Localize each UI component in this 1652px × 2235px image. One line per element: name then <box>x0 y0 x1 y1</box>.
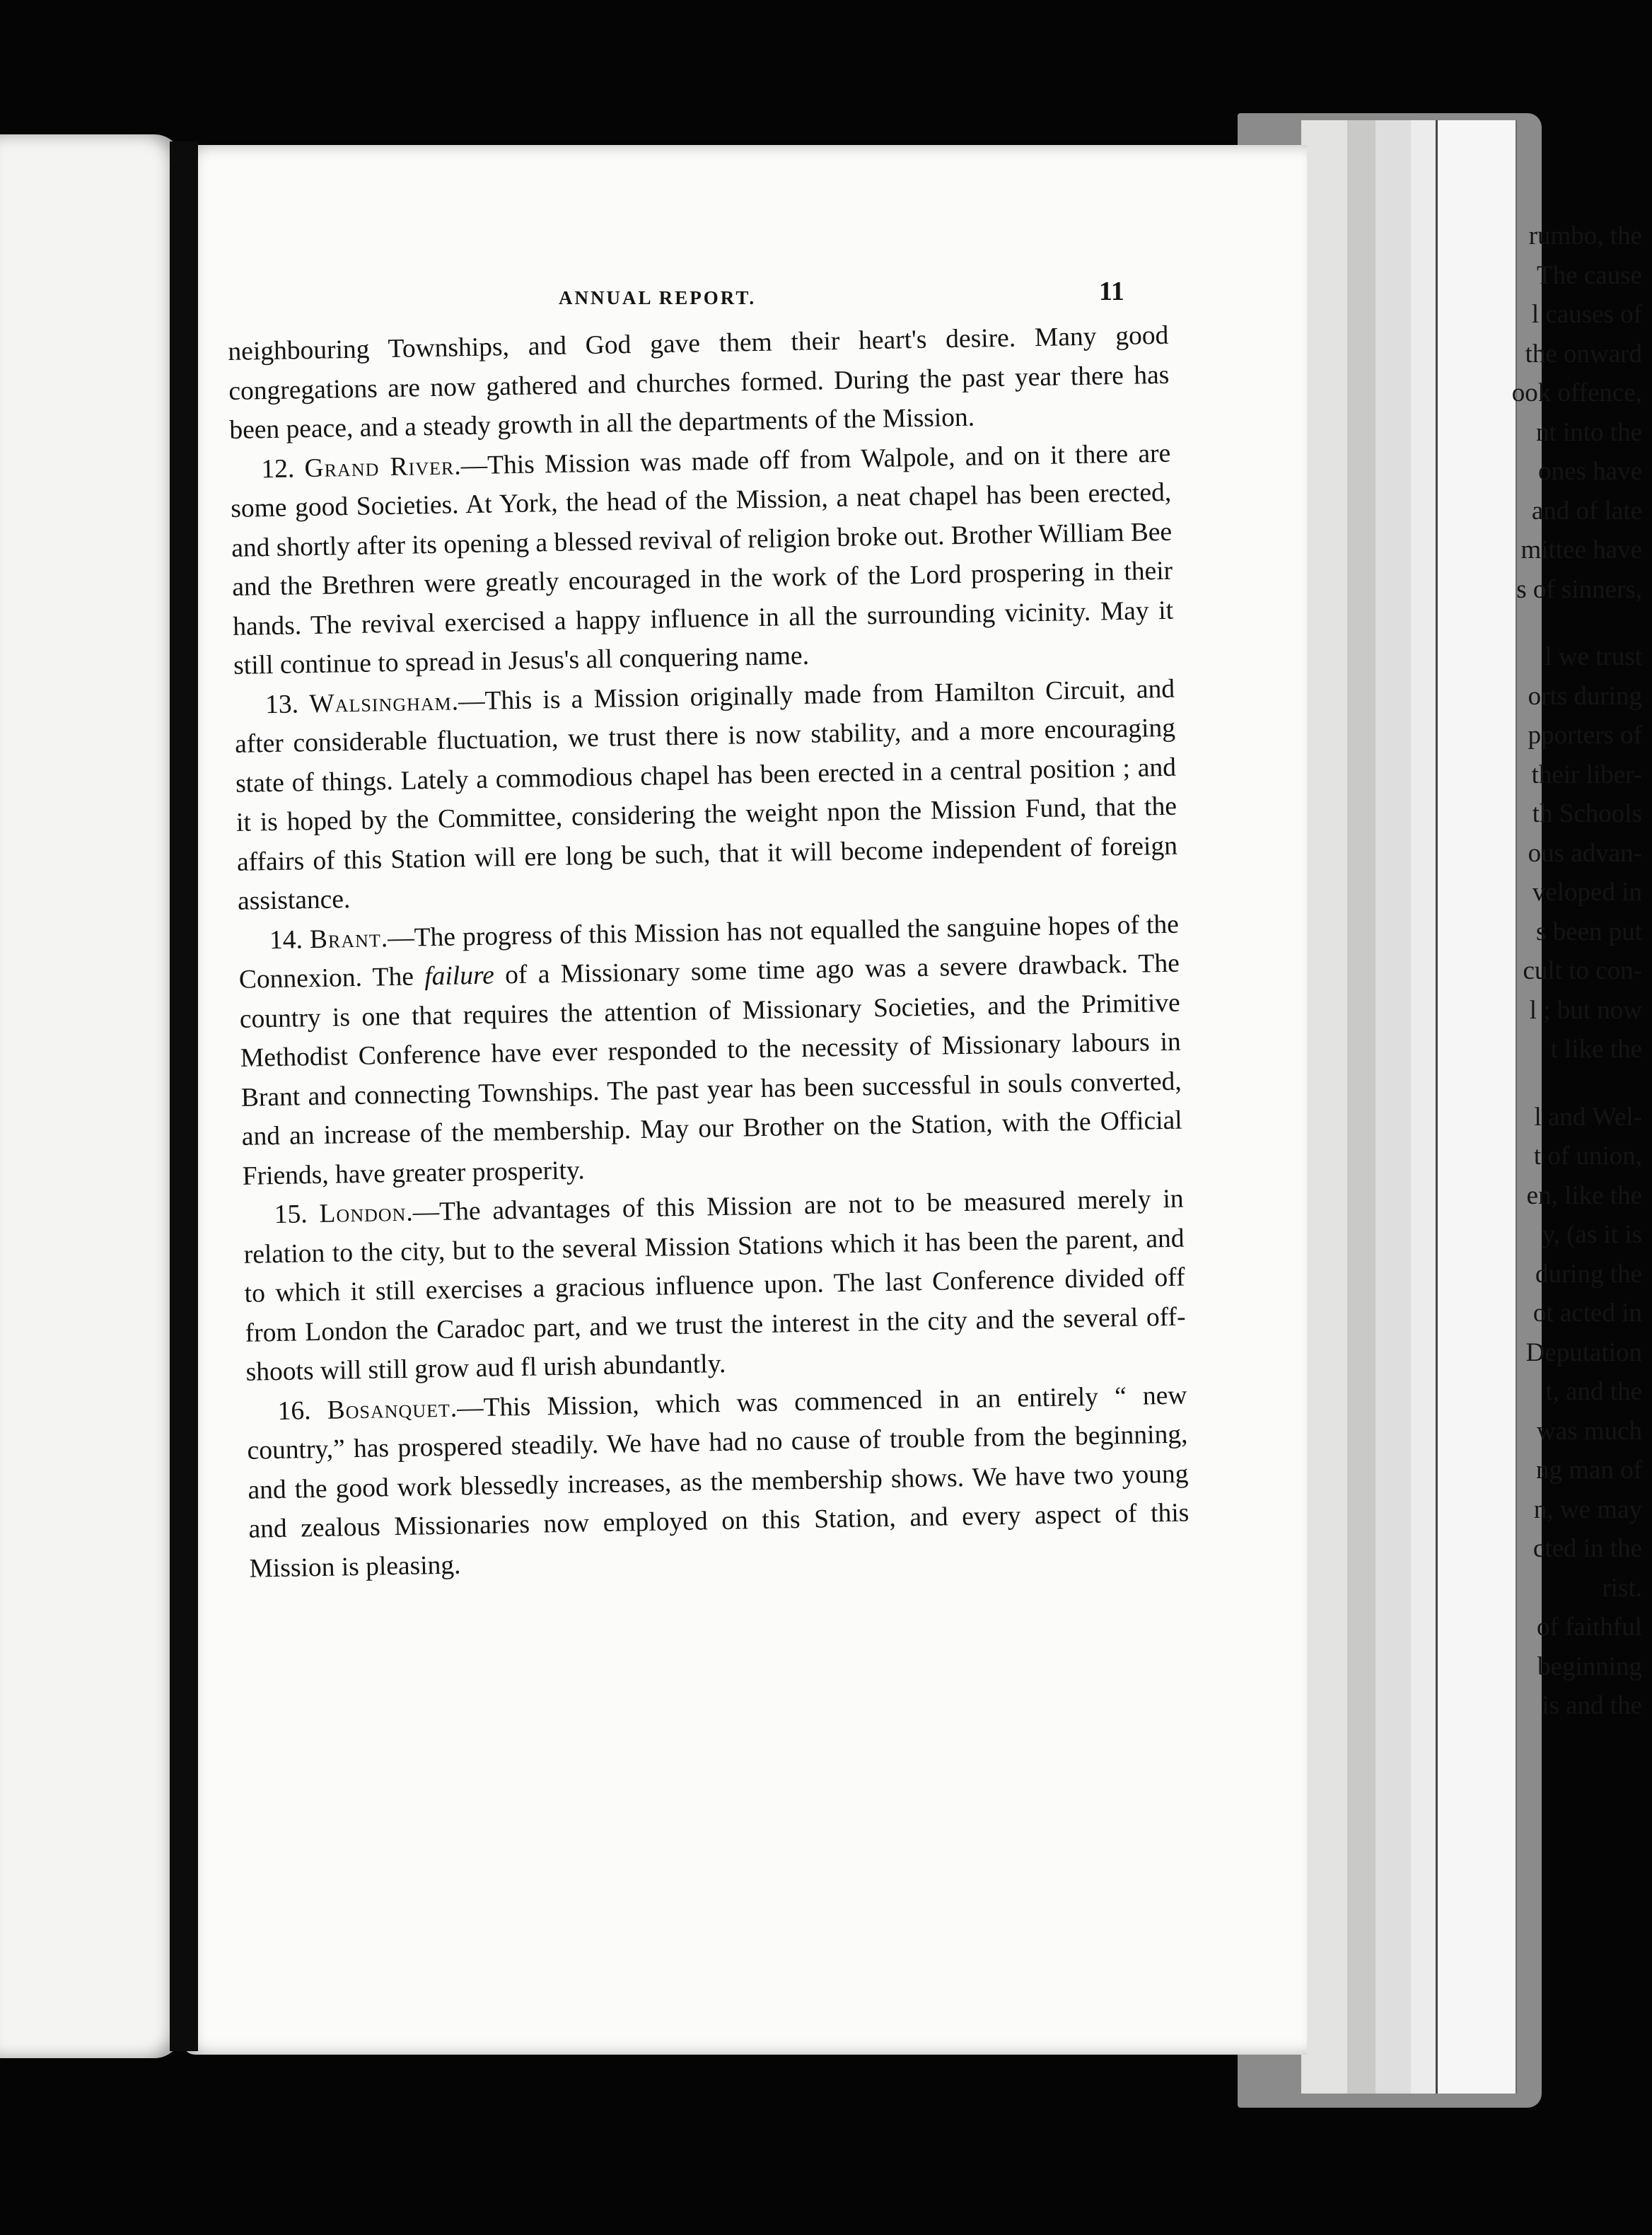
page-number: 11 <box>1099 277 1124 306</box>
paragraph-text: neighbouring Townships, and God gave them their heart's desire. Many good congregations are now gathered and churches formed. During the past year there has been peace, and a steady growth in all the departments of the Mission. <box>228 320 1170 445</box>
paragraph <box>228 316 1170 451</box>
left-page-line: and of late <box>1531 496 1642 526</box>
left-page-line: beginning <box>1537 1651 1642 1681</box>
page-body <box>228 316 1190 1589</box>
left-page-line: their liber- <box>1531 760 1642 789</box>
left-page-line: t like the <box>1550 1035 1642 1064</box>
left-page-line: of faithful <box>1537 1613 1642 1642</box>
section-number: 13. <box>264 689 310 719</box>
left-page-line: ng man of <box>1535 1456 1642 1485</box>
left-page-line: t of union, <box>1533 1142 1642 1171</box>
paragraph-text: of a Missionary some time ago was a severe drawback. The country is one that requires the attention of Missionary Societies, and the Primitive Methodist Conference have ever responded to the necessity of Missionary labours in Brant and connecting Townships. The past year has been successful in souls converted, and an increase of the membership. May our Brother on the Station, with the Official Friends, have greater prosperity. <box>239 948 1183 1191</box>
left-page-line: was much <box>1537 1416 1642 1446</box>
paragraph <box>238 905 1184 1196</box>
paragraph <box>230 434 1175 685</box>
left-page-line <box>1472 609 1642 637</box>
paragraph-text: .—This Mission was made off from Walpole, and on it there are some good Societies. At York, the head of the Mission, a neat chapel has been erected, and shortly after its opening a blessed revival of religion broke out. Brother William Bee and the Brethren were greatly encouraged in the work of the Lord prospering in their hands. The revival exercised a happy influence in all the surrounding vicinity. May it still continue to spread in Jesus's all conquering name. <box>230 439 1174 680</box>
paragraph-text: .—The progress of this Mission has not equalled the sanguine hopes of the Connexion. The <box>238 910 1180 994</box>
left-page-line: ot acted in <box>1532 1299 1642 1328</box>
section-heading: Grand River <box>304 451 455 483</box>
left-page-line: l we trust <box>1545 642 1642 671</box>
left-page-line: th Schools <box>1532 799 1642 828</box>
section-number: 14. <box>269 924 310 955</box>
paragraph <box>234 669 1179 921</box>
left-page-line: l and Wel- <box>1534 1102 1642 1132</box>
left-page-text <box>1472 216 1642 1726</box>
section-heading: London <box>319 1197 407 1229</box>
left-page-line: en, like the <box>1526 1180 1642 1210</box>
section-heading: Bosanquet <box>327 1393 451 1425</box>
left-page-line <box>1472 1069 1642 1098</box>
left-page-line: Deputation <box>1525 1337 1642 1367</box>
left-page-line: pporters of <box>1528 721 1642 750</box>
left-page-line: orts during <box>1528 681 1642 711</box>
left-page-line: n, we may <box>1533 1494 1642 1524</box>
left-page-line: y, (as it is <box>1542 1220 1642 1249</box>
paragraph-text: .—This Mission, which was commenced in an entirely “ new country,” has prospered steadily. We have had no cause of trouble from the beginning, and the good work blessedly increases, as the membership shows. We have two young and zealous Missionaries now employed on this Station, and every aspect of this Mission is pleasing. <box>247 1381 1189 1584</box>
left-page-line: s been put <box>1535 917 1642 946</box>
left-page-line: l causes of <box>1531 300 1642 329</box>
left-page-line: The cause <box>1537 260 1642 290</box>
paragraph-text: .—This is a Mission originally made from Hamilton Circuit, and after considerable fluctuation, we trust there is now stability, and a more encouraging state of things. Lately a commodious chapel has been erected in a central position ; and it is hoped by the Committee, considering the weight npon the Mission Fund, that the affairs of this Station will ere long be such, that it will become independent of foreign assistance. <box>234 674 1178 916</box>
section-number: 12. <box>261 453 305 484</box>
paragraph-text: .—The advantages of this Mission are not to be measured merely in relation to the city, but to the several Mission Stations which it has been the parent, and to which it still exercises a gracious influence upon. The last Conference divided off from London the Caradoc part, and we trust the interest in the city and the several off-shoots will still grow aud fl urish abundantly. <box>243 1184 1186 1387</box>
left-page-line: ones have <box>1538 457 1642 486</box>
section-number: 15. <box>274 1199 320 1230</box>
left-page-line: ook offence, <box>1511 378 1642 407</box>
left-page-line: cted in the <box>1532 1534 1642 1563</box>
left-page-line: is and the <box>1542 1691 1642 1720</box>
book-gutter <box>170 141 198 2051</box>
running-head: ANNUAL REPORT. <box>559 287 757 308</box>
left-page-line: mittee have <box>1520 535 1642 564</box>
left-page-line: veloped in <box>1532 878 1642 907</box>
section-heading: Walsingham <box>308 687 453 719</box>
left-page-line: l ; but now <box>1529 995 1642 1025</box>
italic-word: failure <box>424 960 495 992</box>
left-page-line: during the <box>1535 1259 1642 1289</box>
left-page-line: s of sinners, <box>1516 574 1642 604</box>
left-page-line: nt into the <box>1535 417 1642 447</box>
section-number: 16. <box>277 1395 328 1426</box>
paragraph <box>246 1376 1190 1589</box>
left-page-line: rist. <box>1602 1573 1642 1603</box>
section-heading: Brant <box>309 923 382 954</box>
left-page-line: t, and the <box>1545 1377 1642 1406</box>
left-page-line: ous advan- <box>1528 838 1642 868</box>
left-page-line: the onward <box>1525 339 1642 368</box>
left-page-line: rumbo, the <box>1528 221 1642 250</box>
paragraph <box>243 1180 1187 1393</box>
left-page <box>0 134 182 2058</box>
left-page-line: cult to con- <box>1523 956 1642 985</box>
